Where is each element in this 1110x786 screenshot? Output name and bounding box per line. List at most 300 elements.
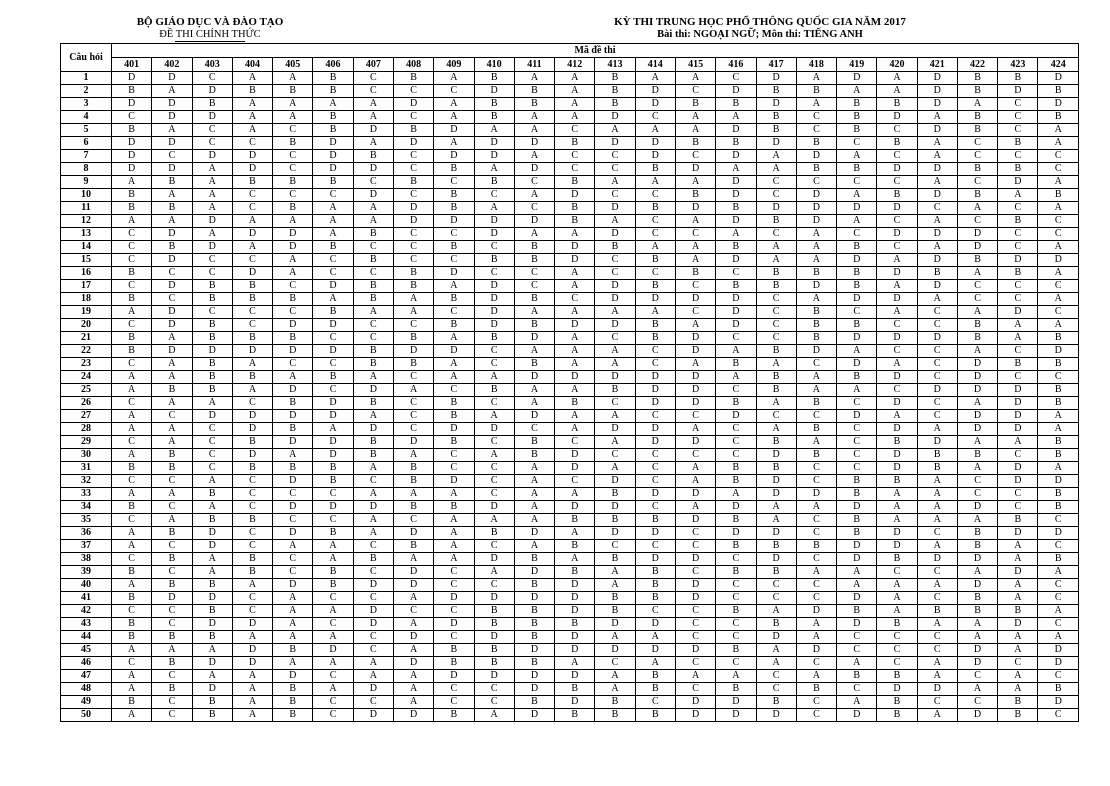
answer-cell: C: [313, 514, 353, 527]
answer-cell: B: [273, 137, 313, 150]
answer-cell: A: [957, 306, 997, 319]
answer-cell: C: [192, 137, 232, 150]
answer-cell: B: [957, 124, 997, 137]
answer-cell: D: [595, 293, 635, 306]
answer-cell: D: [635, 137, 675, 150]
answer-cell: A: [353, 488, 393, 501]
answer-cell: C: [112, 358, 152, 371]
answer-cell: D: [393, 98, 433, 111]
answer-cell: A: [393, 618, 433, 631]
answer-cell: A: [756, 644, 796, 657]
answer-cell: A: [675, 111, 715, 124]
answer-cell: D: [675, 163, 715, 176]
table-row: [61, 267, 1079, 280]
answer-cell: B: [716, 514, 756, 527]
answer-cell: D: [393, 709, 433, 722]
answer-cell: A: [112, 540, 152, 553]
answer-cell: A: [313, 215, 353, 228]
answer-cell: B: [192, 293, 232, 306]
answer-cell: D: [313, 501, 353, 514]
answer-cell: B: [595, 514, 635, 527]
answer-cell: B: [353, 449, 393, 462]
answer-cell: B: [514, 293, 554, 306]
answer-cell: C: [232, 540, 272, 553]
answer-cell: D: [796, 345, 836, 358]
answer-cell: C: [957, 696, 997, 709]
answer-cell: D: [313, 397, 353, 410]
answer-cell: A: [957, 683, 997, 696]
answer-cell: D: [917, 683, 957, 696]
answer-cell: B: [756, 280, 796, 293]
question-number: 40: [61, 579, 112, 592]
answer-cell: B: [998, 514, 1038, 527]
answer-cell: C: [998, 98, 1038, 111]
question-number: 47: [61, 670, 112, 683]
answer-cell: B: [716, 280, 756, 293]
answer-cell: C: [756, 592, 796, 605]
answer-cell: C: [232, 475, 272, 488]
answer-cell: C: [313, 384, 353, 397]
answer-cell: A: [1038, 137, 1079, 150]
answer-cell: A: [313, 553, 353, 566]
answer-cell: C: [1038, 514, 1079, 527]
answer-cell: A: [595, 566, 635, 579]
table-row: [61, 670, 1079, 683]
answer-cell: C: [756, 293, 796, 306]
answer-cell: C: [595, 540, 635, 553]
answer-cell: B: [957, 540, 997, 553]
answer-cell: A: [555, 98, 595, 111]
answer-cell: B: [716, 358, 756, 371]
answer-cell: A: [756, 358, 796, 371]
answer-cell: D: [635, 98, 675, 111]
answer-cell: D: [474, 592, 514, 605]
answer-cell: D: [716, 189, 756, 202]
answer-cell: D: [393, 566, 433, 579]
answer-cell: D: [434, 345, 474, 358]
answer-cell: B: [716, 137, 756, 150]
answer-cell: D: [716, 176, 756, 189]
answer-cell: A: [555, 423, 595, 436]
answer-cell: B: [112, 501, 152, 514]
answer-cell: D: [1038, 345, 1079, 358]
answer-cell: D: [232, 163, 272, 176]
answer-cell: A: [514, 540, 554, 553]
answer-cell: A: [1038, 410, 1079, 423]
answer-cell: D: [877, 540, 917, 553]
answer-cell: D: [957, 228, 997, 241]
answer-cell: B: [837, 488, 877, 501]
answer-cell: B: [112, 462, 152, 475]
answer-cell: D: [998, 397, 1038, 410]
answer-cell: C: [232, 254, 272, 267]
answer-cell: D: [877, 397, 917, 410]
answer-cell: D: [313, 410, 353, 423]
answer-cell: C: [998, 293, 1038, 306]
answer-cell: A: [232, 384, 272, 397]
answer-cell: A: [675, 319, 715, 332]
answer-cell: B: [474, 98, 514, 111]
table-row: [61, 228, 1079, 241]
answer-cell: C: [716, 449, 756, 462]
answer-cell: B: [112, 618, 152, 631]
answer-cell: C: [675, 618, 715, 631]
answer-cell: B: [273, 85, 313, 98]
answer-cell: A: [837, 150, 877, 163]
answer-cell: C: [313, 592, 353, 605]
answer-cell: A: [635, 631, 675, 644]
answer-cell: A: [192, 553, 232, 566]
table-row: [61, 176, 1079, 189]
answer-cell: D: [152, 345, 192, 358]
answer-cell: C: [635, 267, 675, 280]
answer-cell: B: [796, 332, 836, 345]
answer-cell: B: [555, 137, 595, 150]
answer-cell: D: [1038, 98, 1079, 111]
answer-cell: A: [555, 657, 595, 670]
answer-cell: D: [393, 657, 433, 670]
answer-cell: B: [917, 449, 957, 462]
answer-cell: B: [474, 527, 514, 540]
answer-cell: D: [796, 644, 836, 657]
answer-cell: D: [273, 319, 313, 332]
answer-cell: D: [112, 163, 152, 176]
answer-cell: C: [152, 696, 192, 709]
answer-cell: D: [393, 631, 433, 644]
answer-cell: B: [716, 605, 756, 618]
answer-cell: D: [474, 228, 514, 241]
answer-cell: A: [796, 371, 836, 384]
answer-cell: D: [1038, 475, 1079, 488]
exam-code-411: 411: [514, 58, 554, 72]
answer-cell: A: [514, 501, 554, 514]
answer-cell: B: [877, 696, 917, 709]
answer-cell: D: [192, 215, 232, 228]
answer-cell: C: [273, 306, 313, 319]
answer-cell: D: [232, 657, 272, 670]
answer-cell: D: [957, 423, 997, 436]
question-number: 21: [61, 332, 112, 345]
answer-cell: D: [917, 436, 957, 449]
answer-cell: A: [232, 358, 272, 371]
answer-cell: A: [756, 254, 796, 267]
answer-cell: C: [232, 501, 272, 514]
answer-cell: C: [192, 254, 232, 267]
exam-code-423: 423: [998, 58, 1038, 72]
answer-cell: D: [555, 592, 595, 605]
answer-cell: B: [313, 85, 353, 98]
answer-cell: B: [474, 644, 514, 657]
table-row: [61, 579, 1079, 592]
table-row: [61, 475, 1079, 488]
answer-cell: B: [756, 124, 796, 137]
answer-cell: A: [273, 449, 313, 462]
answer-cell: C: [675, 306, 715, 319]
answer-cell: A: [837, 345, 877, 358]
answer-cell: D: [837, 618, 877, 631]
answer-cell: A: [152, 358, 192, 371]
answer-cell: A: [675, 358, 715, 371]
answer-cell: C: [796, 176, 836, 189]
answer-cell: B: [555, 514, 595, 527]
question-number: 8: [61, 163, 112, 176]
answer-cell: A: [393, 670, 433, 683]
table-row: [61, 631, 1079, 644]
answer-cell: A: [152, 488, 192, 501]
header-underline: [175, 41, 245, 42]
answer-cell: D: [232, 150, 272, 163]
answer-cell: A: [917, 475, 957, 488]
answer-cell: D: [474, 280, 514, 293]
answer-cell: D: [877, 527, 917, 540]
answer-cell: C: [192, 423, 232, 436]
answer-cell: B: [192, 98, 232, 111]
answer-cell: D: [917, 553, 957, 566]
answer-cell: A: [998, 436, 1038, 449]
exam-code-416: 416: [716, 58, 756, 72]
answer-cell: A: [998, 579, 1038, 592]
answer-cell: B: [232, 280, 272, 293]
answer-cell: B: [917, 605, 957, 618]
answer-cell: A: [232, 241, 272, 254]
answer-cell: A: [837, 657, 877, 670]
answer-cell: A: [1038, 631, 1079, 644]
table-row: [61, 449, 1079, 462]
answer-cell: A: [877, 85, 917, 98]
answer-cell: D: [1038, 527, 1079, 540]
question-number: 19: [61, 306, 112, 319]
answer-cell: C: [675, 85, 715, 98]
answer-cell: A: [917, 215, 957, 228]
answer-cell: B: [112, 345, 152, 358]
answer-cell: D: [756, 553, 796, 566]
answer-cell: C: [434, 384, 474, 397]
answer-cell: D: [917, 98, 957, 111]
answer-cell: A: [555, 488, 595, 501]
answer-cell: C: [474, 267, 514, 280]
answer-cell: C: [313, 358, 353, 371]
answer-cell: A: [353, 306, 393, 319]
answer-cell: A: [837, 189, 877, 202]
question-number: 44: [61, 631, 112, 644]
answer-cell: C: [756, 189, 796, 202]
exam-code-412: 412: [555, 58, 595, 72]
answer-cell: A: [555, 72, 595, 85]
answer-cell: D: [917, 254, 957, 267]
answer-cell: D: [917, 332, 957, 345]
answer-cell: D: [635, 371, 675, 384]
answer-cell: A: [555, 332, 595, 345]
answer-cell: B: [998, 72, 1038, 85]
answer-cell: C: [756, 176, 796, 189]
answer-cell: B: [514, 241, 554, 254]
answer-cell: A: [273, 267, 313, 280]
answer-cell: C: [112, 254, 152, 267]
answer-cell: B: [313, 579, 353, 592]
answer-cell: C: [273, 488, 313, 501]
answer-cell: A: [393, 592, 433, 605]
answer-cell: A: [595, 306, 635, 319]
answer-cell: A: [998, 631, 1038, 644]
answer-cell: A: [675, 176, 715, 189]
answer-cell: B: [273, 176, 313, 189]
answer-cell: D: [152, 319, 192, 332]
answer-cell: B: [595, 696, 635, 709]
answer-cell: A: [877, 488, 917, 501]
answer-cell: C: [514, 267, 554, 280]
answer-cell: B: [998, 137, 1038, 150]
answer-cell: C: [957, 150, 997, 163]
answer-cell: A: [1038, 293, 1079, 306]
answer-cell: B: [595, 488, 635, 501]
answer-cell: C: [112, 397, 152, 410]
answer-cell: C: [796, 553, 836, 566]
answer-cell: D: [595, 280, 635, 293]
answer-cell: D: [635, 397, 675, 410]
answer-cell: C: [514, 176, 554, 189]
answer-cell: D: [635, 553, 675, 566]
answer-cell: A: [635, 72, 675, 85]
answer-cell: B: [112, 124, 152, 137]
question-number: 10: [61, 189, 112, 202]
answer-cell: A: [595, 670, 635, 683]
answer-cell: C: [635, 215, 675, 228]
answer-cell: C: [796, 696, 836, 709]
answer-cell: A: [957, 345, 997, 358]
answer-cell: C: [917, 306, 957, 319]
answer-cell: A: [796, 566, 836, 579]
answer-cell: A: [917, 579, 957, 592]
answer-cell: C: [152, 709, 192, 722]
answer-cell: B: [837, 124, 877, 137]
answer-cell: D: [555, 449, 595, 462]
answer-cell: B: [192, 358, 232, 371]
answer-cell: D: [716, 215, 756, 228]
table-row: [61, 644, 1079, 657]
answer-cell: B: [957, 85, 997, 98]
answer-cell: A: [917, 540, 957, 553]
answer-cell: A: [152, 644, 192, 657]
table-row: [61, 358, 1079, 371]
answer-cell: B: [877, 709, 917, 722]
answer-cell: D: [474, 501, 514, 514]
answer-cell: D: [635, 293, 675, 306]
answer-cell: A: [756, 163, 796, 176]
question-number: 38: [61, 553, 112, 566]
question-number: 36: [61, 527, 112, 540]
answer-cell: C: [756, 670, 796, 683]
answer-cell: A: [555, 410, 595, 423]
answer-cell: D: [434, 592, 474, 605]
answer-cell: D: [192, 410, 232, 423]
answer-cell: B: [555, 683, 595, 696]
question-number: 43: [61, 618, 112, 631]
answer-cell: D: [635, 618, 675, 631]
answer-cell: A: [434, 98, 474, 111]
answer-cell: C: [595, 332, 635, 345]
answer-cell: B: [716, 475, 756, 488]
answer-cell: B: [635, 670, 675, 683]
answer-cell: B: [716, 202, 756, 215]
answer-cell: B: [555, 202, 595, 215]
answer-cell: D: [796, 280, 836, 293]
answer-cell: B: [756, 85, 796, 98]
answer-cell: B: [514, 358, 554, 371]
answer-cell: C: [434, 631, 474, 644]
answer-cell: C: [716, 267, 756, 280]
answer-cell: A: [353, 527, 393, 540]
answer-cell: C: [595, 150, 635, 163]
exam-header: [590, 16, 930, 41]
answer-cell: A: [152, 189, 192, 202]
table-row: [61, 371, 1079, 384]
answer-cell: D: [514, 137, 554, 150]
answer-cell: D: [1038, 644, 1079, 657]
answer-cell: C: [434, 85, 474, 98]
exam-code-header: Mã đề thi: [112, 44, 1079, 58]
answer-cell: D: [675, 579, 715, 592]
answer-cell: D: [595, 137, 635, 150]
answer-cell: C: [393, 605, 433, 618]
answer-cell: A: [1038, 319, 1079, 332]
answer-cell: A: [635, 176, 675, 189]
answer-cell: B: [595, 553, 635, 566]
answer-cell: A: [917, 488, 957, 501]
answer-cell: D: [917, 72, 957, 85]
answer-cell: C: [716, 384, 756, 397]
answer-cell: B: [957, 189, 997, 202]
exam-code-410: 410: [474, 58, 514, 72]
answer-cell: A: [112, 488, 152, 501]
answer-cell: C: [192, 436, 232, 449]
answer-cell: C: [837, 306, 877, 319]
answer-cell: C: [756, 319, 796, 332]
answer-cell: B: [313, 111, 353, 124]
answer-cell: B: [152, 683, 192, 696]
answer-cell: B: [273, 709, 313, 722]
answer-cell: B: [877, 189, 917, 202]
answer-cell: C: [353, 332, 393, 345]
question-number: 26: [61, 397, 112, 410]
answer-cell: A: [313, 293, 353, 306]
answer-cell: A: [192, 228, 232, 241]
answer-cell: B: [1038, 384, 1079, 397]
answer-cell: B: [353, 228, 393, 241]
answer-cell: A: [474, 566, 514, 579]
answer-cell: C: [796, 358, 836, 371]
answer-cell: B: [474, 332, 514, 345]
question-number: 16: [61, 267, 112, 280]
answer-cell: B: [877, 670, 917, 683]
answer-cell: C: [555, 124, 595, 137]
exam-code-415: 415: [675, 58, 715, 72]
answer-cell: A: [837, 696, 877, 709]
answer-cell: A: [514, 124, 554, 137]
answer-cell: D: [313, 137, 353, 150]
answer-cell: D: [756, 475, 796, 488]
answer-cell: B: [434, 202, 474, 215]
answer-cell: C: [595, 189, 635, 202]
answer-cell: A: [957, 202, 997, 215]
answer-cell: A: [393, 306, 433, 319]
answer-cell: C: [273, 189, 313, 202]
answer-cell: C: [998, 202, 1038, 215]
answer-cell: B: [353, 254, 393, 267]
answer-cell: C: [957, 176, 997, 189]
answer-cell: B: [434, 436, 474, 449]
answer-cell: A: [877, 501, 917, 514]
answer-cell: B: [555, 566, 595, 579]
